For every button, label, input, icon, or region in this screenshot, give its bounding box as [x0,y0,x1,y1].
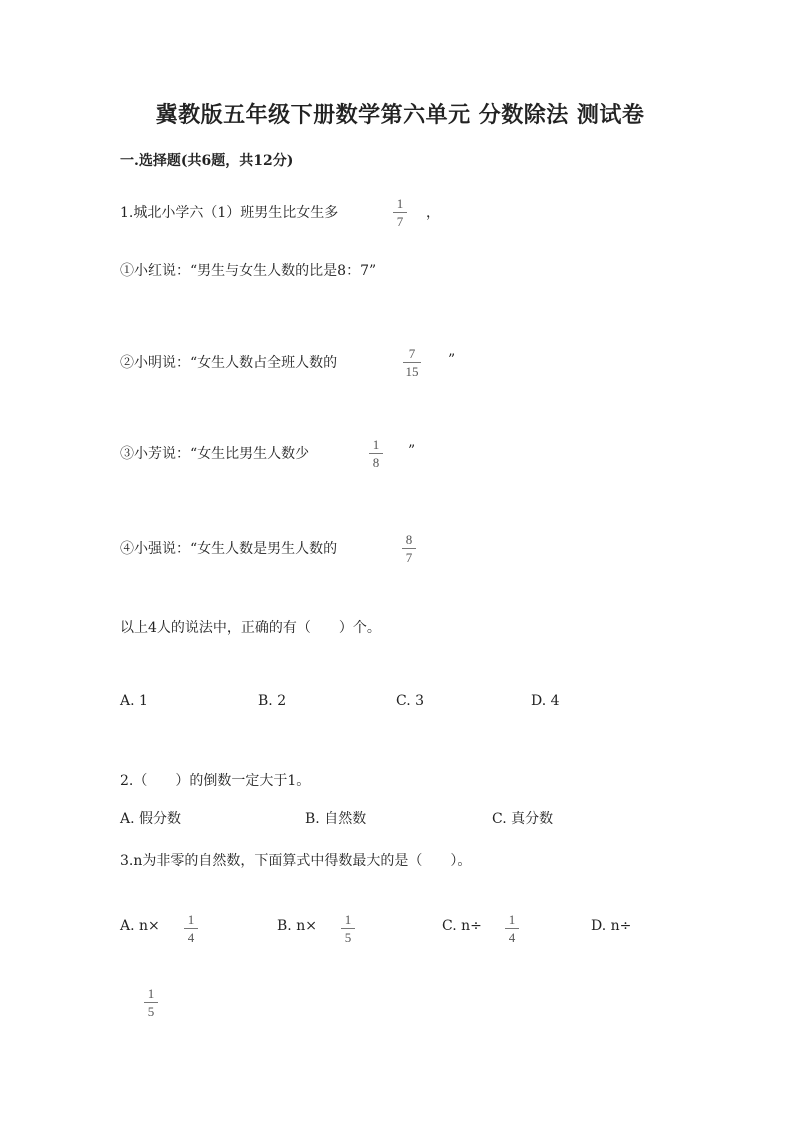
q3-option-c-fraction [505,912,519,945]
q1-stem-tail: ， [426,205,440,221]
fraction-numerator: 1 [344,912,352,927]
q1-statement-3-tail: ” [408,443,416,459]
fraction-numerator: 8 [405,532,413,547]
fraction-numerator: 1 [508,912,516,927]
q2-stem: 2.（ ）的倒数一定大于1。 [120,773,311,789]
fraction-numerator: 1 [372,437,380,452]
q3-option-b: B. n× [277,918,317,934]
fraction-denominator: 5 [147,1004,155,1019]
q3-option-a: A. n× [120,918,160,934]
q3-option-b-fraction [341,912,355,945]
fraction-bar [393,212,407,213]
q3-option-c: C. n÷ [442,918,482,934]
q1-option-c: C. 3 [396,693,425,709]
q1-statement-4-fraction [402,532,416,565]
fraction-denominator: 7 [405,550,413,565]
q1-option-d: D. 4 [531,693,560,709]
q3-option-d: D. n÷ [591,918,632,934]
q2-option-c: C. 真分数 [492,811,554,827]
q3-stem: 3.n为非零的自然数，下面算式中得数最大的是（ ）。 [120,853,472,869]
page-title: 冀教版五年级下册数学第六单元 分数除法 测试卷 [155,102,645,128]
fraction-numerator: 1 [147,986,155,1001]
q1-statement-3: ③小芳说：“女生比男生人数少 [120,446,310,462]
fraction-denominator: 5 [344,930,352,945]
section-heading: 一.选择题(共6题，共12分) [120,153,294,169]
fraction-denominator: 8 [372,455,380,470]
q3-option-a-fraction [184,912,198,945]
fraction-numerator: 1 [187,912,195,927]
q1-statement-3-fraction [369,437,383,470]
q1-option-b: B. 2 [258,693,287,709]
fraction-numerator: 7 [408,346,416,361]
fraction-bar [505,928,519,929]
q1-statement-1: ①小红说：“男生与女生人数的比是8：7” [120,263,377,279]
q1-stem-fraction [393,196,407,229]
fraction-bar [403,362,421,363]
q1-statement-2: ②小明说：“女生人数占全班人数的 [120,355,338,371]
fraction-denominator: 4 [508,930,516,945]
fraction-bar [144,1002,158,1003]
q2-option-b: B. 自然数 [305,811,367,827]
q3-option-d-fraction [144,986,158,1019]
q1-statement-2-fraction [403,346,421,379]
q2-option-a: A. 假分数 [120,811,182,827]
fraction-bar [402,548,416,549]
q1-stem: 1.城北小学六（1）班男生比女生多 [120,205,339,221]
q1-option-a: A. 1 [120,693,148,709]
fraction-denominator: 7 [396,214,404,229]
fraction-denominator: 4 [187,930,195,945]
fraction-bar [369,453,383,454]
fraction-bar [341,928,355,929]
fraction-bar [184,928,198,929]
fraction-numerator: 1 [396,196,404,211]
q1-statement-4: ④小强说：“女生人数是男生人数的 [120,541,338,557]
fraction-denominator: 15 [405,364,419,379]
q1-question: 以上4人的说法中，正确的有（ ）个。 [120,620,381,636]
q1-statement-2-tail: ” [448,352,456,368]
